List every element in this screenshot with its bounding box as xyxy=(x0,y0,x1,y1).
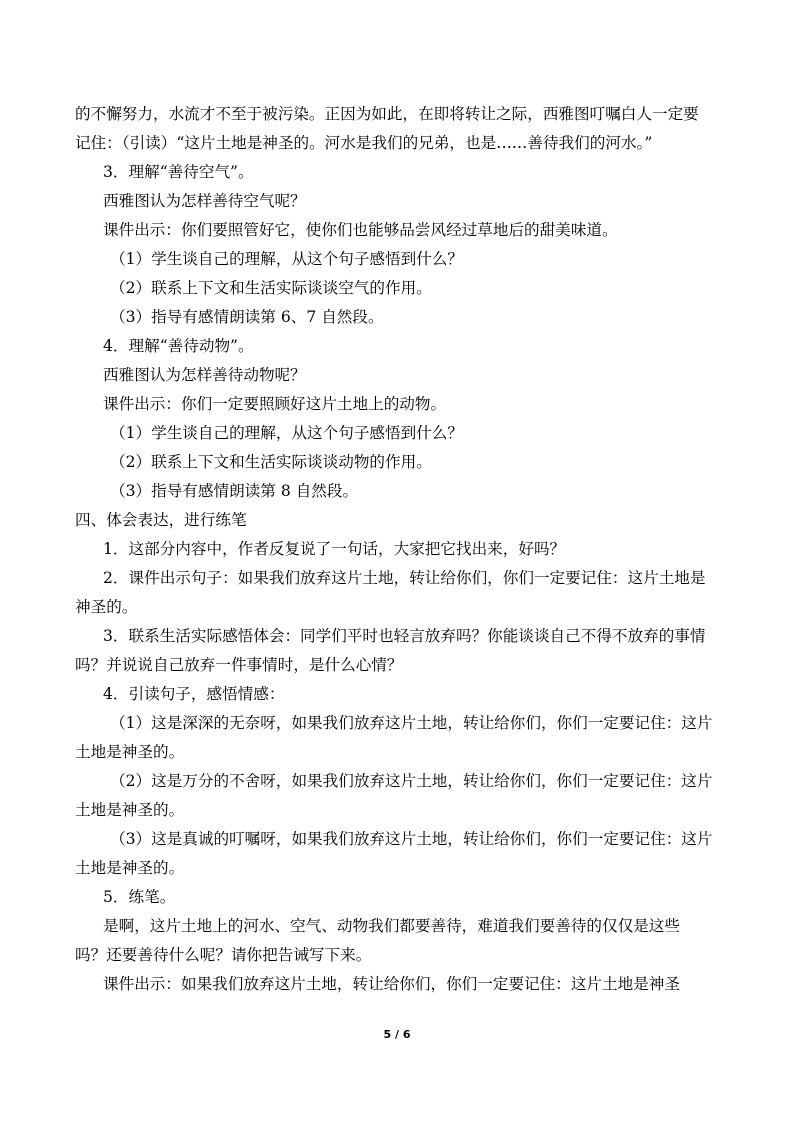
text-line: （3）指导有感情朗读第 8 自然段。 xyxy=(110,482,359,500)
text-line: 2．课件出示句子：如果我们放弃这片土地，转让给你们，你们一定要记住：这片土地是 xyxy=(103,569,706,587)
text-line: 1．这部分内容中，作者反复说了一句话，大家把它找出来，好吗？ xyxy=(103,540,566,558)
text-line: （2）联系上下文和生活实际谈谈空气的作用。 xyxy=(110,279,432,297)
text-line: 课件出示：如果我们放弃这片土地，转让给你们，你们一定要记住：这片土地是神圣 xyxy=(103,975,680,993)
text-line: 土地是神圣的。 xyxy=(75,743,185,761)
text-line: 神圣的。 xyxy=(75,598,138,616)
text-line: （3）指导有感情朗读第 6、7 自然段。 xyxy=(110,308,384,326)
text-line: 西雅图认为怎样善待动物呢？ xyxy=(103,366,306,384)
page-number: 5 / 6 xyxy=(383,1028,411,1041)
text-line: 是啊，这片土地上的河水、空气、动物我们都要善待，难道我们要善待的仅仅是这些 xyxy=(103,917,680,935)
text-line: 土地是神圣的。 xyxy=(75,859,185,877)
section-heading: 四、体会表达，进行练笔 xyxy=(75,511,247,529)
text-line: 4．理解“善待动物”。 xyxy=(103,337,254,355)
text-line: （1）学生谈自己的理解，从这个句子感悟到什么？ xyxy=(110,424,463,442)
text-line: 5．练笔。 xyxy=(103,888,176,906)
text-line: （1）这是深深的无奈呀，如果我们放弃这片土地，转让给你们，你们一定要记住：这片 xyxy=(110,714,713,732)
text-line: （3）这是真诚的叮嘱呀，如果我们放弃这片土地，转让给你们，你们一定要记住：这片 xyxy=(110,830,713,848)
text-line: 3．理解“善待空气”。 xyxy=(103,163,254,181)
text-line: 土地是神圣的。 xyxy=(75,801,185,819)
text-line: 课件出示：你们一定要照顾好这片土地上的动物。 xyxy=(103,395,447,413)
text-line: 吗？并说说自己放弃一件事情时，是什么心情？ xyxy=(75,656,403,674)
text-line: （2）联系上下文和生活实际谈谈动物的作用。 xyxy=(110,453,432,471)
text-line: （1）学生谈自己的理解，从这个句子感悟到什么？ xyxy=(110,250,463,268)
text-line: 西雅图认为怎样善待空气呢？ xyxy=(103,192,306,210)
text-line: （2）这是万分的不舍呀，如果我们放弃这片土地，转让给你们，你们一定要记住：这片 xyxy=(110,772,713,790)
text-line: 记住：（引读）“这片土地是神圣的。河水是我们的兄弟，也是……善待我们的河水。” xyxy=(75,134,653,152)
text-line: 课件出示：你们要照管好它，使你们也能够品尝风经过草地后的甜美味道。 xyxy=(103,221,618,239)
text-line: 3．联系生活实际感悟体会：同学们平时也轻言放弃吗？你能谈谈自己不得不放弃的事情 xyxy=(103,627,706,645)
text-line: 的不懈努力，水流才不至于被污染。正因为如此，在即将转让之际，西雅图叮嘱白人一定要 xyxy=(75,105,699,123)
text-line: 4．引读句子，感悟情感： xyxy=(103,685,285,703)
text-line: 吗？还要善待什么呢？请你把告诫写下来。 xyxy=(75,946,372,964)
